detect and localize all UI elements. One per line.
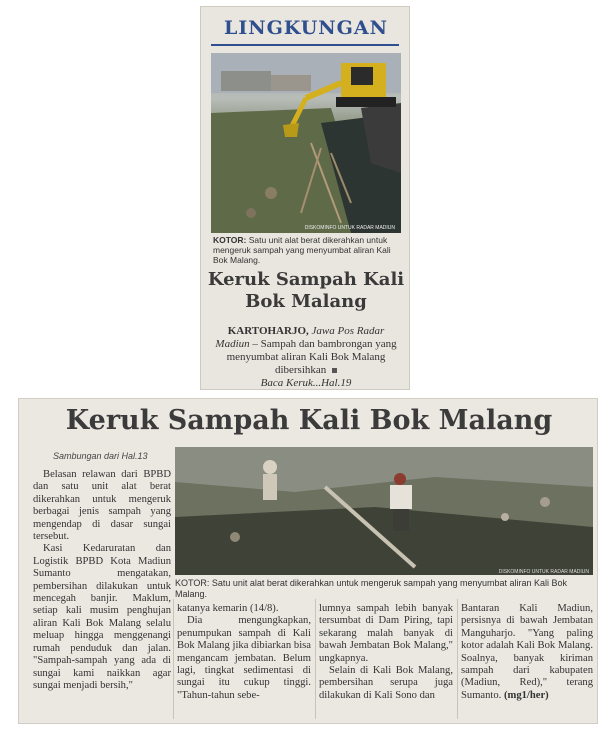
- article-column-3: [319, 603, 453, 702]
- end-square-icon: [332, 368, 337, 373]
- news-photo-workers: [175, 447, 593, 575]
- photo-credit: DISKOMINFO UNTUK RADAR MADIUN: [304, 225, 395, 231]
- lead-paragraph: [215, 325, 397, 390]
- workers-photo-illustration: [175, 447, 593, 575]
- paragraph: lumnya sampah lebih banyak tersumbat di Dam Piring, tapi sekarang malah banyak di bawah Jembatan Bok Malang," ungkapnya.: [319, 603, 453, 664]
- paragraph-text: Bantaran Kali Madiun, persisnya di bawah Jembatan Manguharjo. "Yang paling kotor adalah Kali Bok Malang. Soalnya, banyak kiriman sampah dari kabupaten (Madiun, Red)," terang Sumanto.: [461, 603, 593, 701]
- paragraph: Dia mengungkapkan, penumpukan sampah di Kali Bok Malang jika dibiarkan bisa mengancam jembatan. Belum lagi, tingkat sedimentasi di sungai itu cukup tinggi. "Tahun-tahun sebe-: [177, 615, 311, 701]
- paragraph: Belasan relawan dari BPBD dan satu unit alat berat dikerahkan untuk mengeruk berbagai jenis sampah yang mengendap di dasar sungai tersebut.: [33, 469, 171, 543]
- column-divider: [315, 599, 316, 719]
- photo-caption-2: KOTOR: Satu unit alat berat dikerahkan untuk mengeruk sampah yang menyumbat aliran Kali Bok Malang.: [175, 578, 568, 599]
- lead-text: – Sampah dan bambrongan yang menyumbat aliran Kali Bok Malang dibersihkan: [226, 338, 397, 376]
- caption-text: Satu unit alat berat dikerahkan untuk mengeruk sampah yang menyumbat aliran Kali Bok Malang.: [213, 235, 391, 265]
- dateline-source: Jawa Pos Radar Madiun: [215, 325, 385, 350]
- continued-from-label: Sambungan dari Hal.13: [53, 451, 148, 461]
- rubric-underline: [211, 44, 399, 46]
- dateline-place: KARTOHARJO,: [227, 325, 309, 337]
- continuation-headline: Keruk Sampah Kali Bok Malang: [65, 405, 553, 436]
- paragraph: [461, 603, 593, 702]
- caption-label: KOTOR:: [213, 235, 247, 245]
- paragraph: Kasi Kedaruratan dan Logistik BPBD Kota Madiun Sumanto mengatakan, pembersihan dilakukan untuk mencegah banjir. Maklum, setiap kali musim penghujan aliran Kali Bok Malang selalu meluap hingga menggenangi rumah penduduk dan jalan. "Sampah-sampah yang ada di sungai kami naikkan agar sungai menjadi bersih,": [33, 543, 171, 691]
- photo-caption: [213, 235, 399, 265]
- excavator-photo-illustration: [211, 53, 401, 233]
- continue-reference: Baca Keruk...Hal.19: [260, 377, 352, 389]
- article-column-4: [461, 603, 593, 702]
- photo-credit-2: DISKOMINFO UNTUK RADAR MADIUN: [498, 569, 589, 575]
- newspaper-clipping-continuation: [18, 398, 598, 724]
- paragraph: Selain di Kali Bok Malang, pembersihan serupa juga dilakukan di Kali Sono dan: [319, 665, 453, 701]
- news-photo-excavator: [211, 53, 401, 233]
- article-column-1: [33, 469, 171, 692]
- front-headline: Keruk Sampah Kali Bok Malang: [207, 269, 405, 312]
- section-rubric: LINGKUNGAN: [224, 17, 388, 39]
- author-signature: (mg1/her): [503, 689, 549, 701]
- newspaper-clipping-front: [200, 6, 410, 390]
- article-column-2: [177, 603, 311, 702]
- paragraph: katanya kemarin (14/8).: [177, 603, 279, 614]
- column-divider: [173, 599, 174, 719]
- column-divider: [457, 599, 458, 719]
